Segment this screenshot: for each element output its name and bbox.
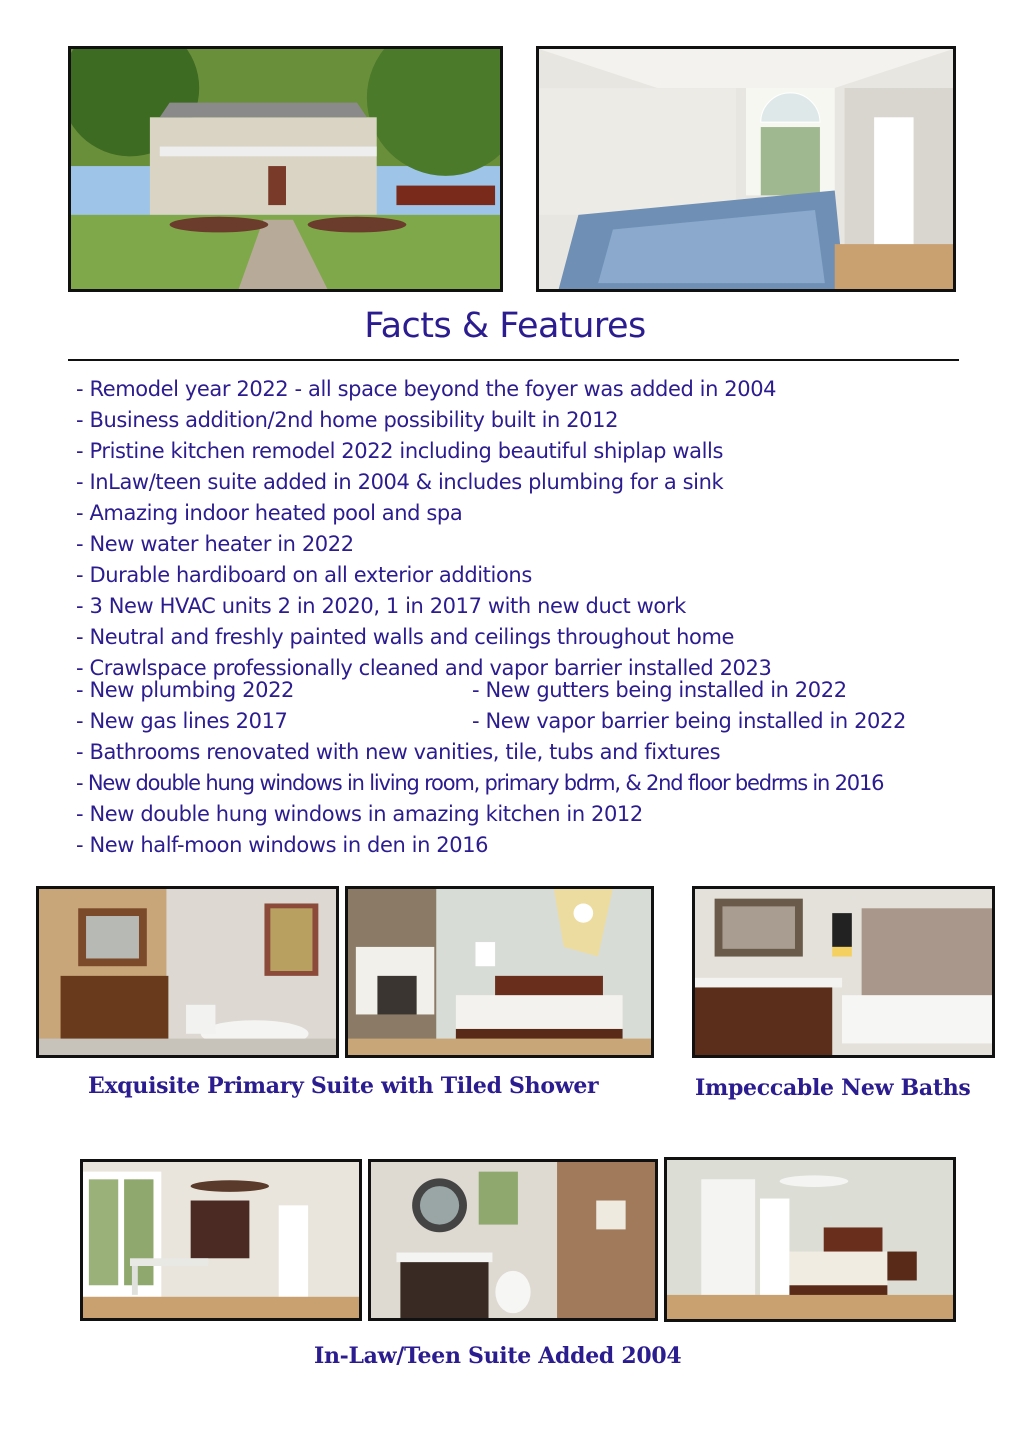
feature-item: - New plumbing 2022	[76, 678, 294, 702]
feature-item: - New double hung windows in living room, primary bdrm, & 2nd floor bedrms in 2016	[76, 771, 884, 795]
primary-suite-caption: Exquisite Primary Suite with Tiled Shower	[88, 1073, 599, 1099]
feature-item: - InLaw/teen suite added in 2004 & includes plumbing for a sink	[76, 470, 724, 494]
suite-kitchen-photo	[80, 1159, 362, 1321]
title-divider	[68, 359, 959, 361]
new-bath-photo	[692, 886, 995, 1058]
feature-item: - Neutral and freshly painted walls and ceilings throughout home	[76, 625, 735, 649]
primary-bathroom-photo	[36, 886, 339, 1058]
feature-item: - Pristine kitchen remodel 2022 including beautiful shiplap walls	[76, 439, 723, 463]
page-title: Facts & Features	[364, 306, 646, 346]
feature-item: - New double hung windows in amazing kitchen in 2012	[76, 802, 643, 826]
feature-item: - Crawlspace professionally cleaned and vapor barrier installed 2023	[76, 656, 772, 680]
suite-bathroom-photo	[368, 1159, 658, 1321]
suite-bedroom-photo	[664, 1157, 956, 1322]
primary-bedroom-photo	[345, 886, 654, 1058]
new-baths-caption: Impeccable New Baths	[695, 1075, 971, 1101]
feature-item: - Business addition/2nd home possibility built in 2012	[76, 408, 619, 432]
feature-item-right: - New vapor barrier being installed in 2022	[472, 709, 906, 733]
feature-item: - New water heater in 2022	[76, 532, 354, 556]
house-exterior-photo	[68, 46, 503, 292]
feature-item: - Amazing indoor heated pool and spa	[76, 501, 463, 525]
feature-item: - New half-moon windows in den in 2016	[76, 833, 489, 857]
feature-item: - 3 New HVAC units 2 in 2020, 1 in 2017 with new duct work	[76, 594, 686, 618]
feature-item: - Durable hardiboard on all exterior additions	[76, 563, 532, 587]
feature-item: - New gas lines 2017	[76, 709, 288, 733]
inlaw-suite-caption: In-Law/Teen Suite Added 2004	[314, 1343, 682, 1369]
indoor-pool-photo	[536, 46, 956, 292]
feature-item-right: - New gutters being installed in 2022	[472, 678, 847, 702]
feature-item: - Remodel year 2022 - all space beyond the foyer was added in 2004	[76, 377, 777, 401]
feature-item: - Bathrooms renovated with new vanities, tile, tubs and fixtures	[76, 740, 721, 764]
